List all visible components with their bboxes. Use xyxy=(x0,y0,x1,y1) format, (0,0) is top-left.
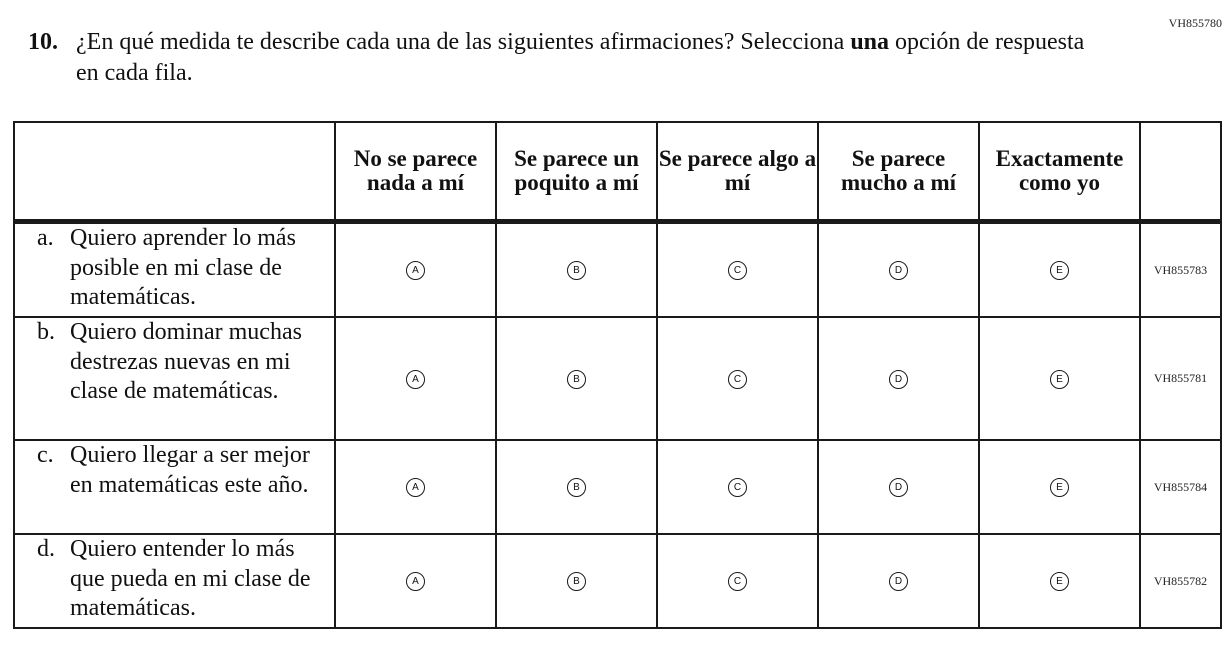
option-cell xyxy=(335,440,496,534)
row-item-code: VH855784 xyxy=(1140,440,1221,534)
row-item-code: VH855782 xyxy=(1140,534,1221,628)
answer-bubble-e[interactable]: E xyxy=(1050,572,1069,591)
answer-bubble-a[interactable]: A xyxy=(406,261,425,280)
question-text-start: ¿En qué medida te describe cada una de las siguientes afirmaciones? Selecciona xyxy=(76,29,851,55)
header-option-d: Se parece mucho a mí xyxy=(818,122,979,222)
statement-letter: a. xyxy=(37,225,54,251)
question-number: 10. xyxy=(28,29,58,55)
header-code-cell xyxy=(1140,122,1221,222)
statement-text: Quiero dominar muchas destrezas nuevas en mi clase de matemáticas. xyxy=(70,319,302,404)
answer-bubble-d[interactable]: D xyxy=(889,478,908,497)
answer-bubble-e[interactable]: E xyxy=(1050,370,1069,389)
option-cell xyxy=(818,317,979,440)
statement-cell xyxy=(14,317,335,440)
option-cell xyxy=(496,222,657,318)
header-row xyxy=(14,122,1221,222)
row-item-code: VH855781 xyxy=(1140,317,1221,440)
header-option-c: Se parece algo a mí xyxy=(657,122,818,222)
answer-bubble-b[interactable]: B xyxy=(567,478,586,497)
answer-bubble-e[interactable]: E xyxy=(1050,261,1069,280)
option-cell xyxy=(979,440,1140,534)
option-cell xyxy=(657,222,818,318)
option-cell xyxy=(496,440,657,534)
answer-bubble-d[interactable]: D xyxy=(889,572,908,591)
statement-letter: d. xyxy=(37,536,55,562)
row-item-code: VH855783 xyxy=(1140,222,1221,318)
answer-bubble-e[interactable]: E xyxy=(1050,478,1069,497)
question-text-end: opción de respuesta en cada fila. xyxy=(76,29,1085,86)
table-row xyxy=(14,317,1221,440)
answer-bubble-d[interactable]: D xyxy=(889,261,908,280)
option-cell xyxy=(496,534,657,628)
statement-cell xyxy=(14,534,335,628)
table-row xyxy=(14,222,1221,318)
statement-letter: c. xyxy=(37,442,54,468)
answer-bubble-b[interactable]: B xyxy=(567,370,586,389)
answer-bubble-a[interactable]: A xyxy=(406,572,425,591)
response-grid xyxy=(13,121,1222,629)
option-cell xyxy=(335,534,496,628)
answer-bubble-b[interactable]: B xyxy=(567,572,586,591)
question-item-code: VH855780 xyxy=(1168,16,1222,30)
answer-bubble-c[interactable]: C xyxy=(728,572,747,591)
option-cell xyxy=(979,317,1140,440)
answer-bubble-a[interactable]: A xyxy=(406,370,425,389)
header-option-a: No se parece nada a mí xyxy=(335,122,496,222)
option-cell xyxy=(657,534,818,628)
statement-cell xyxy=(14,440,335,534)
statement-letter: b. xyxy=(37,319,55,345)
answer-bubble-b[interactable]: B xyxy=(567,261,586,280)
option-cell xyxy=(818,222,979,318)
option-cell xyxy=(657,440,818,534)
statement-text: Quiero entender lo más que pueda en mi clase de matemáticas. xyxy=(70,536,311,621)
option-cell xyxy=(335,317,496,440)
option-cell xyxy=(657,317,818,440)
option-cell xyxy=(818,534,979,628)
option-cell xyxy=(818,440,979,534)
answer-bubble-a[interactable]: A xyxy=(406,478,425,497)
question-text-emphasis: una xyxy=(850,29,890,55)
option-cell xyxy=(979,534,1140,628)
statement-text: Quiero llegar a ser mejor en matemáticas este año. xyxy=(70,442,310,498)
table-row xyxy=(14,534,1221,628)
table-row xyxy=(14,440,1221,534)
option-cell xyxy=(979,222,1140,318)
statement-cell xyxy=(14,222,335,318)
answer-bubble-c[interactable]: C xyxy=(728,261,747,280)
option-cell xyxy=(335,222,496,318)
header-statement-cell xyxy=(14,122,335,222)
statement-text: Quiero aprender lo más posible en mi clase de matemáticas. xyxy=(70,225,296,310)
option-cell xyxy=(496,317,657,440)
header-option-b: Se parece un poquito a mí xyxy=(496,122,657,222)
question-prompt xyxy=(28,27,1108,89)
answer-bubble-c[interactable]: C xyxy=(728,478,747,497)
question-text xyxy=(76,27,1108,89)
answer-bubble-d[interactable]: D xyxy=(889,370,908,389)
answer-bubble-c[interactable]: C xyxy=(728,370,747,389)
header-option-e: Exactamente como yo xyxy=(979,122,1140,222)
